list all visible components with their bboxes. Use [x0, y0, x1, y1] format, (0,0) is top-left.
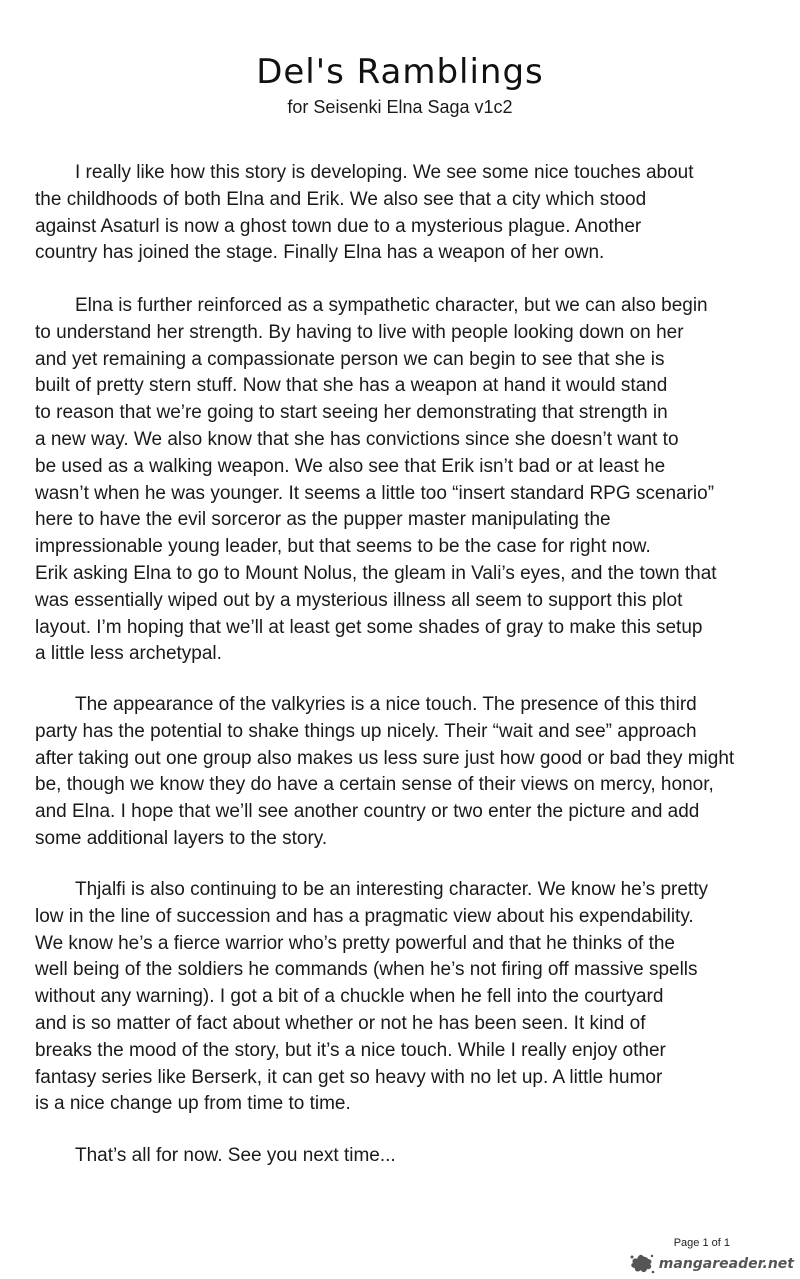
watermark-text: mangareader.net — [658, 1256, 794, 1272]
text-line: We know he’s a fierce warrior who’s pretty powerful and that he thinks of the — [35, 932, 675, 954]
text-line: country has joined the stage. Finally Elna has a weapon of her own. — [35, 242, 605, 264]
text-line: to understand her strength. By having to live with people looking down on her — [35, 321, 684, 343]
text-line: here to have the evil sorceror as the pupper master manipulating the — [35, 509, 611, 531]
watermark — [629, 1253, 794, 1275]
paragraph-4 — [35, 877, 785, 1118]
text-line: some additional layers to the story. — [35, 827, 328, 849]
text-line: after taking out one group also makes us less sure just how good or bad they might — [35, 747, 735, 769]
text-line: I really like how this story is developing. We see some nice touches about — [75, 162, 694, 183]
page-number: Page 1 of 1 — [673, 1237, 730, 1249]
text-line: without any warning). I got a bit of a chuckle when he fell into the courtyard — [35, 986, 664, 1008]
text-line: low in the line of succession and has a pragmatic view about his expendability. — [35, 905, 694, 927]
text-line: was essentially wiped out by a mysterious illness all seem to support this plot — [35, 589, 683, 611]
text-line: a little less archetypal. — [35, 643, 222, 665]
text-line: fantasy series like Berserk, it can get so heavy with no let up. A little humor — [35, 1066, 663, 1088]
text-line: and is so matter of fact about whether or not he has been seen. It kind of — [35, 1012, 646, 1034]
text-line: against Asaturl is now a ghost town due to a mysterious plague. Another — [35, 215, 642, 237]
text-line: well being of the soldiers he commands (when he’s not firing off massive spells — [35, 959, 698, 981]
page-title: Del's Ramblings — [256, 52, 544, 92]
page-subtitle: for Seisenki Elna Saga v1c2 — [287, 97, 513, 117]
text-line: impressionable young leader, but that seems to be the case for right now. — [35, 536, 651, 558]
text-line: built of pretty stern stuff. Now that she has a weapon at hand it would stand — [35, 375, 668, 397]
paragraph-1 — [35, 160, 785, 267]
text-line: That’s all for now. See you next time... — [75, 1145, 396, 1166]
text-line: to reason that we’re going to start seeing her demonstrating that strength in — [35, 402, 668, 424]
text-line: the childhoods of both Elna and Erik. We also see that a city which stood — [35, 188, 647, 210]
splat-icon — [629, 1253, 655, 1275]
text-line: Thjalfi is also continuing to be an interesting character. We know he’s pretty — [75, 879, 708, 900]
text-line: Erik asking Elna to go to Mount Nolus, the gleam in Vali’s eyes, and the town that — [35, 562, 717, 584]
text-line: be, though we know they do have a certain sense of their views on mercy, honor, — [35, 774, 714, 796]
text-line: layout. I’m hoping that we’ll at least get some shades of gray to make this setup — [35, 616, 703, 638]
text-line: a new way. We also know that she has convictions since she doesn’t want to — [35, 428, 679, 450]
paragraph-5 — [35, 1143, 785, 1170]
text-line: is a nice change up from time to time. — [35, 1093, 351, 1115]
text-line: wasn’t when he was younger. It seems a little too “insert standard RPG scenario” — [35, 482, 715, 504]
text-line: breaks the mood of the story, but it’s a nice touch. While I really enjoy other — [35, 1039, 666, 1061]
text-line: and Elna. I hope that we’ll see another country or two enter the picture and add — [35, 801, 700, 823]
text-line: Elna is further reinforced as a sympathetic character, but we can also begin — [75, 295, 708, 316]
text-line: and yet remaining a compassionate person we can begin to see that she is — [35, 348, 665, 370]
text-line: party has the potential to shake things up nicely. Their “wait and see” approach — [35, 720, 697, 742]
paragraph-2 — [35, 293, 785, 668]
text-line: The appearance of the valkyries is a nice touch. The presence of this third — [75, 694, 697, 715]
text-line: be used as a walking weapon. We also see that Erik isn’t bad or at least he — [35, 455, 666, 477]
paragraph-3 — [35, 692, 785, 853]
